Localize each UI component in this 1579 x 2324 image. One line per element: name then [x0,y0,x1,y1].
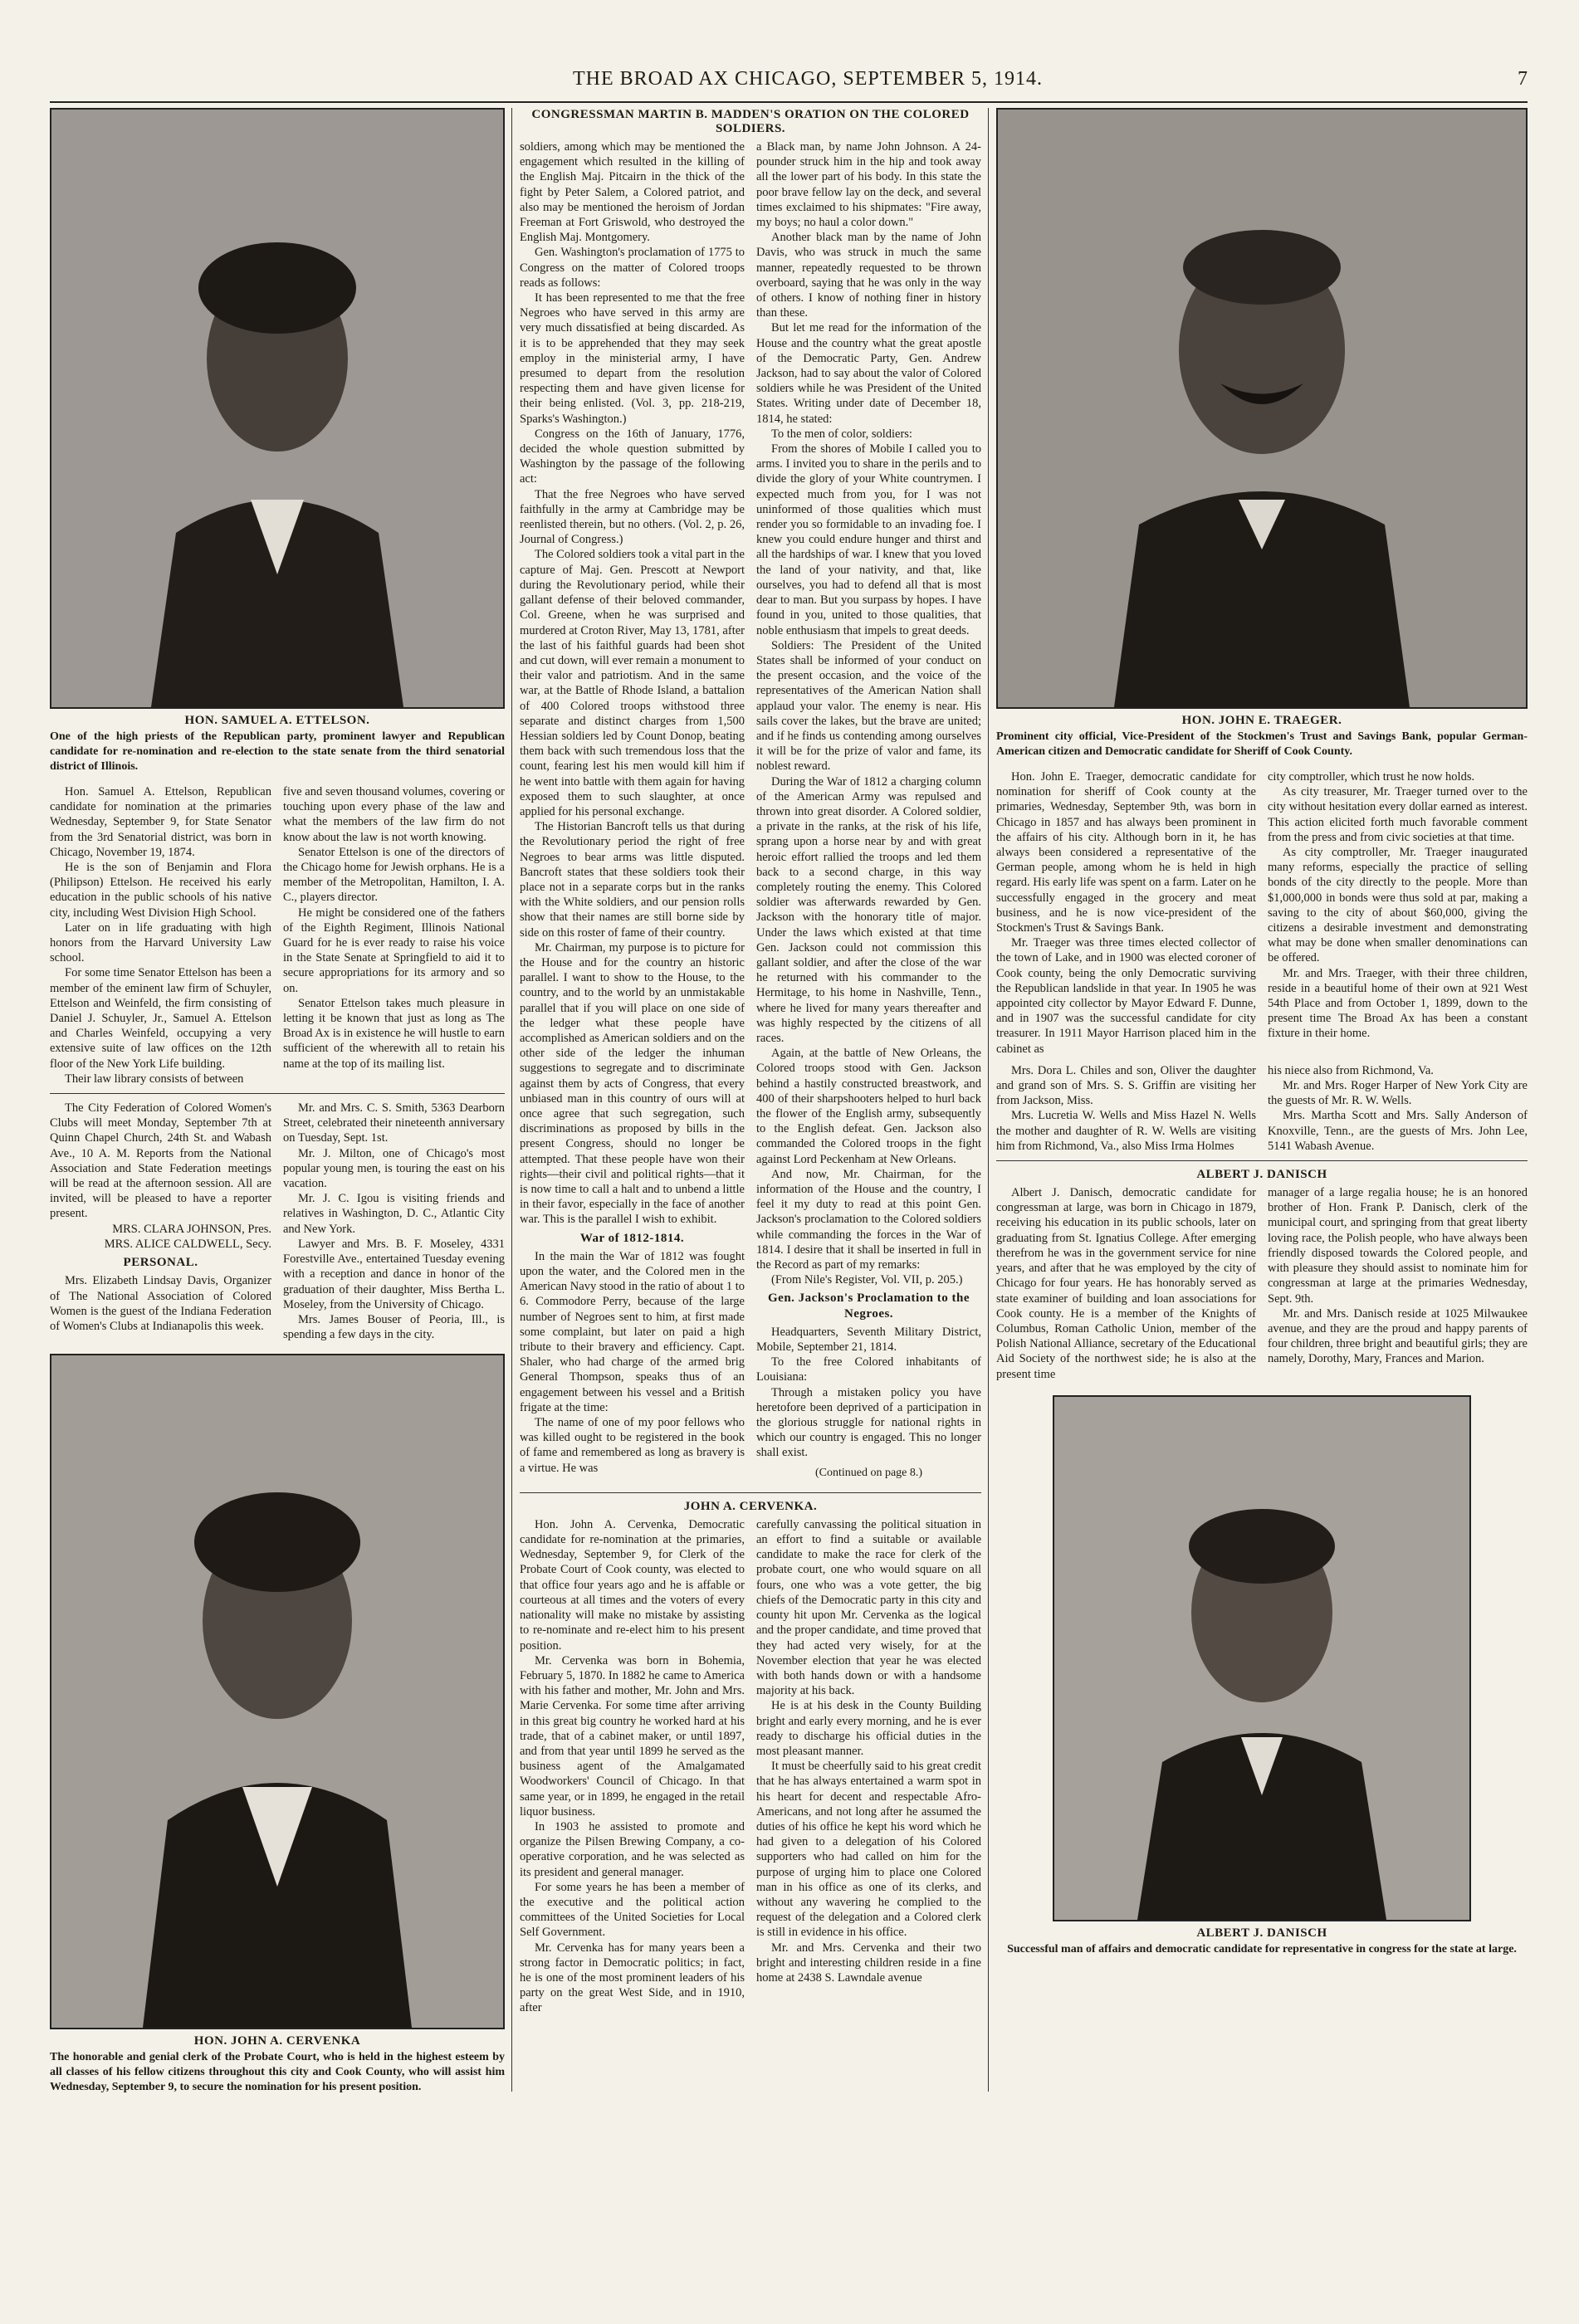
madden-col2 [756,139,981,1486]
paragraph: Headquarters, Seventh Military District, Mobile, September 21, 1814. [756,1325,981,1355]
paragraph: carefully canvassing the political situation in an effort to find a suitable or available candidate to make the race for clerk of the probate court, one who would square on all fours, one who was a vote getter, the big chiefs of the Democratic party in this city and county hit upon Mr. Cervenka as the logical and the proper candidate, and time proved that they had acted very wisely, for at the November election that year he was elected with both hands down or with a handsome majority at his back. [756,1517,981,1698]
personal-heading: PERSONAL. [123,1256,198,1270]
cervenka-photo-name: HON. JOHN A. CERVENKA [193,2034,361,2048]
traeger-portrait [996,108,1528,709]
madden-heading: CONGRESSMAN MARTIN B. MADDEN'S ORATION ON THE COLORED SOLDIERS. [531,108,970,135]
cervenka-col2 [756,1517,981,2016]
paragraph: Albert J. Danisch, democratic candidate for congressman at large, was born in Chicago in 1879, receiving his education in its public schools, later on graduating from St. Ignatius College. After emerging therefrom he was in the government service for nine years, and after that he was employed by the city of Chicago for four years. He has honorably served as state examiner of building and loan associations for Cook county. He is a member of the Knights of Columbus, Roman Catholic Union, member of the Polish National Alliance, secretary of the Educational Aid Society of the northwest side; he is also at the present time [996,1186,1256,1381]
paragraph: manager of a large regalia house; he is an honored brother of Hon. Frank P. Danisch, clerk of the municipal court, and springing from that great liberty loving race, the Polish people, who have always been friendly disposed towards the Colored people, and with pleasure they should assist to nominate him for congressman at large at the primaries Wednesday, Sept. 9th. [1268,1186,1528,1306]
danisch-photo-name: ALBERT J. DANISCH [1196,1926,1327,1940]
cervenka-col1 [520,1517,745,2016]
paragraph: The Colored soldiers took a vital part in the capture of Maj. Gen. Prescott at Newport during the Revolutionary period, while their gallant defense of their beloved commander, Col. Greene, when he was surprised and murdered at Croton River, May 13, 1781, after the last of his faithful guards had been shot and cut down, will ever remain a monument to their valor and patriotism. And in the same war, at the Battle of Rhode Island, a battalion of 400 Colored troops withstood three separate and distinct charges from 1,500 Hessian soldiers led by Count Donop, beating them back with such tremendous loss that the count, fearing lest his men would kill him if he went into battle with them again for having exposed them to such slaughter, at once applied for his personal exchange. [520,548,745,818]
paragraph: Mr. J. C. Igou is visiting friends and relatives in Washington, D. C., Atlantic City and New York. [283,1192,505,1236]
proclamation-heading: Gen. Jackson's Proclamation to the Negroes. [768,1291,970,1321]
personals-right [996,1063,1528,1154]
masthead [50,68,1528,101]
paragraph: soldiers, among which may be mentioned the engagement which resulted in the killing of the English Maj. Pitcairn in the thick of the fight by Peter Salem, a Colored patriot, and also may be mentioned the heroism of Jordan Freeman at Fort Griswold, who destroyed the English Maj. Montgomery. [520,140,745,245]
paragraph: And now, Mr. Chairman, for the information of the House and the country, I feel it my duty to read at this point Gen. Jackson's proclamation to the Colored soldiers while commanding the forces in the War of 1814. I desire that it shall be inserted in full in the Record as part of my remarks: [756,1167,981,1272]
danisch-photo-caption: Successful man of affairs and democratic candidate for representative in congress for the state at large. [1007,1942,1517,1955]
portrait-illustration [51,110,503,707]
paragraph: Mr. and Mrs. Cervenka and their two bright and interesting children reside in a fine home at 2438 S. Lawndale avenue [756,1941,981,1985]
paragraph: To the free Colored inhabitants of Louisiana: [756,1355,981,1384]
paragraph: Another black man by the name of John Davis, who was struck in much the same manner, repeatedly requested to be thrown overboard, saying that he was only in the way of others. I know of nothing finer in history than these. [756,231,981,320]
middle-column [520,108,981,2016]
paragraph: He might be considered one of the fathers of the Eighth Regiment, Illinois National Guard for he is ever ready to raise his voice in the State Senate at Springfield to aid it to secure appropriations for its armory and so on. [283,906,505,995]
paragraph: During the War of 1812 a charging column of the American Army was repulsed and thrown into great disorder. A Colored soldier, a private in the ranks, at the risk of his life, sprang upon a horse near by and with great heroic effort rallied the troops and led them back to a second charge, in this way completely routing the enemy. This Colored soldier was afterwards rewarded by Gen. Jackson with the honorary title of major. Under the laws which existed at that time Gen. Jackson could not commission this gallant soldier, and after the close of the war he returned with his commander to the Hermitage, to his home in Nashville, Tenn., where he lived for many years thereafter and was highly respected by the citizens of all races. [756,774,981,1045]
paragraph: In the main the War of 1812 was fought upon the water, and the Colored men in the American Navy stood in the ratio of about 1 to 6. Commodore Perry, because of the large number of Negroes sent to him, at first made some complaint, but later on paid a high tribute to their bravery and efficiency. Capt. Shaler, who had charge of the armed brig General Thompson, speaks thus of an engagement between his vessel and a British frigate at the time: [520,1249,746,1414]
paragraph: But let me read for the information of the House and the country what the great apostle of the Democratic Party, Gen. Andrew Jackson, had to say about the valor of Colored soldiers while he was President of the United States. Writing under date of December 18, 1814, he stated: [756,321,981,426]
page-number: 7 [1518,68,1528,90]
paragraph: To the men of color, soldiers: [771,427,912,441]
left-column [50,108,505,2095]
right-column [996,108,1528,1957]
paragraph: Through a mistaken policy you have heretofore been deprived of a participation in the glorious struggle for national rights in which our country is engaged. This no longer shall exist. [756,1385,981,1460]
notices-col2 [283,1101,505,1342]
section-rule [996,1160,1528,1161]
paragraph: Mr. Cervenka has for many years been a strong factor in Democratic politics; in fact, he is one of the most prominent leaders of his party on the great West Side, and in 1910, after [520,1941,745,2015]
paragraph: Senator Ettelson takes much pleasure in letting it be known that just as long as The Broad Ax is in existence he will hustle to earn sufficient of the wherewith all to retain his name at the top of its mailing list. [283,996,505,1071]
paragraph: Mr. and Mrs. Traeger, with their three children, reside in a beautiful home of their own at 921 West 54th Place and from October 1, 1899, down to the present time The Broad Ax has been a constant fixture in their home. [1268,966,1528,1041]
paragraph: Mrs. James Bouser of Peoria, Ill., is spending a few days in the city. [283,1312,505,1342]
paragraph: Mrs. Lucretia W. Wells and Miss Hazel N. Wells the mother and daughter of R. W. Wells are visiting him from Richmond, Va., also Miss Irma Holmes [996,1109,1256,1153]
traeger-article [996,769,1528,1057]
paragraph: Mrs. Dora L. Chiles and son, Oliver the daughter and grand son of Mrs. S. S. Griffin are visiting her from Jackson, Miss. [996,1063,1256,1108]
paragraph: In 1903 he assisted to promote and organize the Pilsen Brewing Company, a co-operative corporation, and he was selected as its president and general manager. [520,1819,745,1879]
paragraph: For some time Senator Ettelson has been a member of the eminent law firm of Schuyler, Ettelson and Weinfeld, the firm consisting of Daniel J. Schuyler, Jr., Samuel A. Ettelson and Charles Weinfeld, occupying a very extensive suite of law offices on the 12th floor of the New York Life building. [50,966,271,1071]
paragraph: The City Federation of Colored Women's Clubs will meet Monday, September 7th at Quinn Chapel Church, 24th St. and Wabash Ave., 10 A. M. Reports from the National Association and State Federation meetings will be read at the afternoon session. All are invited, will be pleased to have a reporter present. [50,1101,271,1221]
paragraph: Hon. Samuel A. Ettelson, Republican candidate for nomination at the primaries Wednesday, September 9, for State Senator from the 3rd Senatorial district, was born in Chicago, November 19, 1874. [50,785,271,859]
traeger-name: HON. JOHN E. TRAEGER. [1181,714,1342,727]
madden-article [520,139,981,1486]
cervenka-article [520,1517,981,2016]
paragraph: Their law library consists of between [65,1072,244,1086]
paragraph: Soldiers: The President of the United States shall be informed of your conduct on the present occasion, and the voice of the representatives of the American Nation shall applaud your valor. The enemy is near. His sails cover the lakes, but the brave are united; and if he finds us contending among ourselves it will be for the prize of valor and fame, its noblest reward. [756,638,981,774]
paragraph: Mrs. Elizabeth Lindsay Davis, Organizer of The National Association of Colored Women is the guest of the Indiana Federation of Women's Clubs at Indianapolis this week. [50,1274,271,1333]
paragraph: As city comptroller, Mr. Traeger inaugurated many reforms, especially the practice of selling bonds of the city directly to the people. More than $1,000,000 in bonds were thus sold at par, making a saving to the city of about $60,000, giving the citizens a desirable investment and demonstrating what may be done when smaller denominations can be offered. [1268,846,1528,965]
column-divider [988,108,989,2092]
ettelson-caption: One of the high priests of the Republican party, prominent lawyer and Republican candidate for re-nomination and re-election to the state senate from the third senatorial district of Illinois. [50,730,505,773]
paragraph: his niece also from Richmond, Va. [1268,1063,1434,1077]
paragraph: Later on in life graduating with high honors from the Harvard University Law school. [50,920,271,965]
portrait-illustration [1054,1397,1469,1920]
notices-col1 [50,1101,271,1342]
portrait-illustration [51,1355,503,2028]
danisch-heading: ALBERT J. DANISCH [1196,1168,1327,1182]
cervenka-photo-caption: The honorable and genial clerk of the Probate Court, who is held in the highest esteem by all classes of his fellow citizens throughout this city and Cook County, who will assist him Wednesday, September 9, to secure the nomination for his present position. [50,2051,505,2094]
paragraph: As city treasurer, Mr. Traeger turned over to the city without hesitation every dollar earned as interest. This action elicited forth much favorable comment from the press and from civic societies at that time. [1268,785,1528,844]
paragraph: Mr. and Mrs. Roger Harper of New York City are the guests of Mr. R. W. Wells. [1268,1079,1528,1108]
header-rule [50,101,1528,103]
danisch-article [996,1185,1528,1382]
danisch-portrait [1053,1395,1471,1921]
paragraph: Gen. Washington's proclamation of 1775 to Congress on the matter of Colored troops reads as follows: [520,246,745,290]
paragraph: Senator Ettelson is one of the directors of the Chicago home for Jewish orphans. He is a member of the Metropolitan, Hamilton, I. A. C., players director. [283,845,505,905]
ettelson-name: HON. SAMUEL A. ETTELSON. [184,714,370,727]
paragraph: a Black man, by name John Johnson. A 24-pounder struck him in the hip and took away all the lower part of his body. In this state the poor brave fellow lay on the deck, and several times exclaimed to his shipmates: "Fire away, my boys; no haul a color down." [756,140,981,230]
paragraph: Mr. and Mrs. C. S. Smith, 5363 Dearborn Street, celebrated their nineteenth anniversary on Tuesday, Sept. 1st. [283,1101,505,1145]
signature: MRS. ALICE CALDWELL, Secy. [104,1237,271,1251]
paragraph: It has been represented to me that the free Negroes who have served in this army are very much dissatisfied at being discarded. As it is to be apprehended that they may seek employ in the ministerial army, I have presumed to depart from the resolution respecting them and have given license for their being enlisted. (Vol. 3, pp. 218-219, Sparks's Washington.) [520,291,745,426]
traeger-col2 [1268,769,1528,1057]
signature: MRS. CLARA JOHNSON, Pres. [112,1222,271,1236]
column-divider [511,108,512,2092]
paragraph: He is the son of Benjamin and Flora (Philipson) Ettelson. He received his early education in the public schools of his native city, including West Division High School. [50,861,271,920]
ettelson-portrait [50,108,505,709]
continued-note: (Continued on page 8.) [814,1466,923,1479]
cervenka-heading: JOHN A. CERVENKA. [683,1499,818,1513]
traeger-caption: Prominent city official, Vice-President of the Stockmen's Trust and Savings Bank, popular German-American citizen and Democratic candidate for Sheriff of Cook County. [996,730,1528,758]
paragraph: Mr. Chairman, my purpose is to picture for the House and for the country an historic parallel. I want to show to the House, to the country, and to the world by an unmistakable parallel that if you will place on one side of the ledger what these people have accomplished as American soldiers and on the other side of the ledger the inhuman suggestions to segregate and to discriminate against them by acts of Congress, that every unbiased man in this country of ours will at once agree that such segregation, such discriminations as proposed by bills in the present Congress, should no longer be attempted. That these people have won their rights—their civil and political rights—that it is now time to call a halt and to unbend a little in their favor, especially in the face of another war. This is the parallel I wish to exhibit. [520,940,745,1227]
personals-right-col2 [1268,1063,1528,1154]
paragraph: From the shores of Mobile I called you to arms. I invited you to share in the perils and to divide the glory of your White countrymen. I expected much from you, for I was not uninformed of those qualities which must render you so formidable to an invading foe. I knew you could endure hunger and thirst and all the hardships of war. I knew that you loved the land of your nativity, and that, like ourselves, you had to defend all that is most dear to man. But you surpass by hopes. I have found in you, united to those qualities, that noble enthusiasm that impels to great deeds. [756,442,981,637]
paragraph: Lawyer and Mrs. B. F. Moseley, 4331 Forestville Ave., entertained Tuesday evening with a reception and dance in honor of the graduation of their daughter, Miss Bertha L. Moseley, from the University of Chicago. [283,1237,505,1311]
section-rule [520,1492,981,1493]
paragraph: Again, at the battle of New Orleans, the Colored troops stood with Gen. Jackson behind a hastily constructed breastwork, and 400 of their sharpshooters helped to hurl back the flower of the English army, subsequently to the English defeat. Gen. Jackson also commanded the Colored troops in the fight against Lord Peckenham at New Orleans. [756,1047,981,1166]
paragraph: Congress on the 16th of January, 1776, decided the whole question submitted by Washington by the passage of the following act: [520,427,745,486]
paragraph: Hon. John A. Cervenka, Democratic candidate for re-nomination at the primaries, Wednesday, September 9, for Clerk of the Probate Court of Cook county, was elected to that office four years ago and he is affable or courteous at all times and the voters of every nationality will make no mistake by assisting to re-nominate and re-elect him to his present position. [520,1517,745,1653]
paragraph: Mr. J. Milton, one of Chicago's most popular young men, is touring the east on his vacation. [283,1146,505,1191]
paragraph: Mr. and Mrs. Danisch reside at 1025 Milwaukee avenue, and they are the proud and happy parents of four children, three bright and beautiful girls; they are namely, Dorothy, Mary, Frances and Marion. [1268,1306,1528,1366]
madden-col1 [520,139,745,1486]
paragraph: That the free Negroes who have served faithfully in the army at Cambridge may be reenlisted therein, but no others. (Vol. 2, p. 26, Journal of Congress.) [520,487,745,547]
paragraph: (From Nile's Register, Vol. VII, p. 205.) [771,1273,963,1287]
danisch-col1 [996,1185,1256,1382]
paragraph: He is at his desk in the County Building bright and early every morning, and he is ever ready to discharge his official duties in the most pleasant manner. [756,1699,981,1758]
section-rule [50,1093,505,1094]
paragraph: For some years he has been a member of the executive and the political action committees of the United Societies for Local Self Government. [520,1880,745,1940]
paragraph: Mr. Cervenka was born in Bohemia, February 5, 1870. In 1882 he came to America with his father and mother, Mr. John and Mrs. Marie Cervenka. For some time after arriving in this great big country he worked hard at his trade, that of a cabinet maker, or until 1897, and from that year until 1899 he served as the business agent of the Amalgamated Woodworkers' Council of Chicago. In that same year, or in 1899, he engaged in the retail liquor business. [520,1653,745,1819]
cervenka-portrait [50,1354,505,2029]
danisch-col2 [1268,1185,1528,1382]
portrait-illustration [998,110,1526,707]
paragraph: five and seven thousand volumes, covering or touching upon every phase of the law and what the members of the law firm do not know about the law is not worth knowing. [283,785,505,844]
paragraph: Hon. John E. Traeger, democratic candidate for nomination for sheriff of Cook county at the primaries, Wednesday, September 9th, was born in Chicago in 1857 and has always been prominent in the affairs of his city. Although born in it, he has always been considered a representative of the German people, among whom he is held in high regard. His early life was spent on a farm. Later on he successfully engaged in the grocery and meat business, and he is now vice-president of the Stockmen's Trust & Savings Bank. [996,770,1256,935]
paragraph: Mrs. Martha Scott and Mrs. Sally Anderson of Knoxville, Tenn., are the guests of Mrs. John Lee, 5141 Wabash Avenue. [1268,1109,1528,1153]
page-title: THE BROAD AX CHICAGO, SEPTEMBER 5, 1914. [573,68,1044,90]
paragraph: The Historian Bancroft tells us that during the Revolutionary period the right of free Negroes to bear arms was little disputed. Bancroft states that these soldiers took their place not in a separate corps but in the ranks with the White soldiers, and our pension rolls show that their names are still borne side by side on this roster of fame of their country. [520,820,745,940]
personals-right-col1 [996,1063,1256,1154]
ettelson-article [50,784,505,1086]
paragraph: It must be cheerfully said to his great credit that he has always entertained a warm spot in his heart for decent and respectable Afro-Americans, and not long after he assumed the duties of his office he kept his word which he had given to a delegation of his Colored supporters who had called on him for the purpose of urging him to place one Colored man in his office as one of its clerks, and without any wavering he complied to the request of the delegation and a Colored clerk is still in evidence in his office. [756,1760,981,1940]
paragraph: Mr. Traeger was three times elected collector of the town of Lake, and in 1900 was elected coroner of Cook county, being the only Democratic surviving the Republican landslide in that year. In 1905 he was appointed city collector by Mayor Edward F. Dunne, and in 1907 was the successful candidate for city treasurer. In 1911 Mayor Harrison placed him in the cabinet as [996,936,1256,1056]
traeger-col1 [996,769,1256,1057]
war-heading: War of 1812-1814. [579,1231,685,1245]
notices-section [50,1101,505,1342]
paragraph: city comptroller, which trust he now holds. [1268,770,1475,784]
newspaper-page [50,58,1528,2299]
ettelson-col2 [283,784,505,1086]
paragraph: The name of one of my poor fellows who was killed ought to be registered in the book of fame and remembered as long as bravery is a virtue. He was [520,1416,745,1475]
ettelson-col1 [50,784,271,1086]
